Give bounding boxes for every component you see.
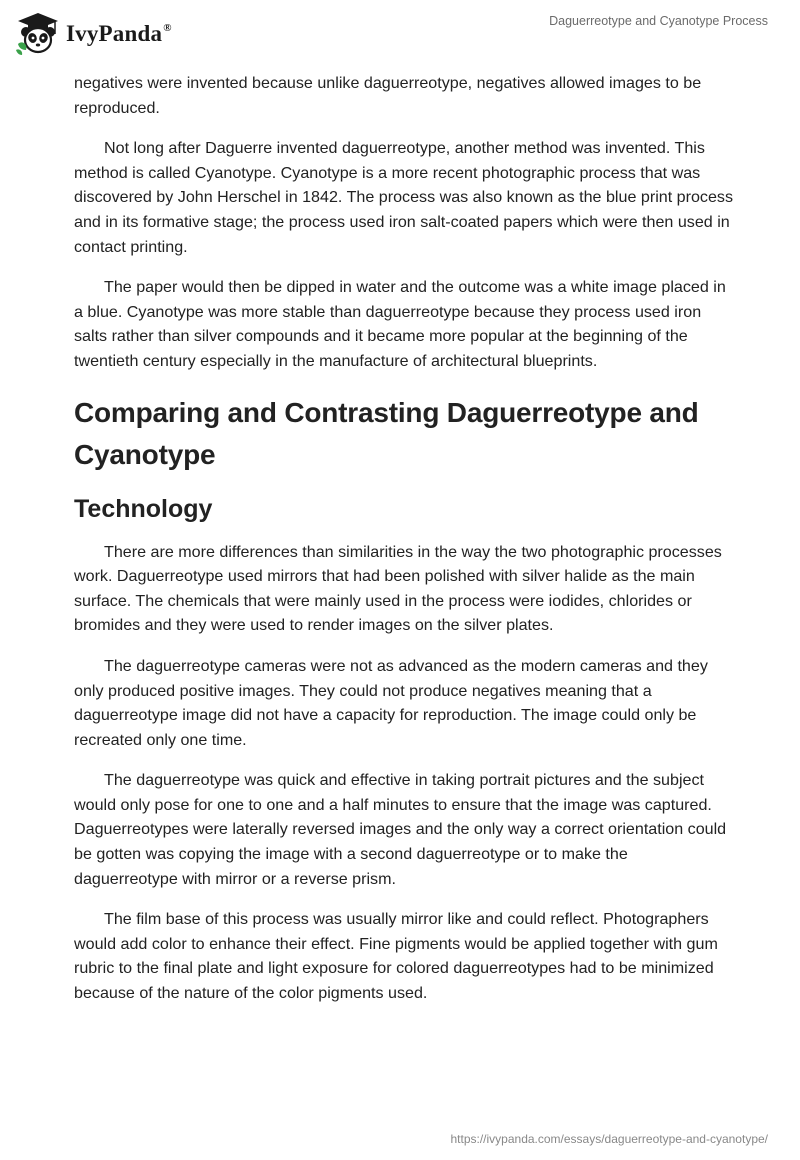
paragraph-portraits: The daguerreotype was quick and effective in taking portrait pictures and the subject would only pose for one to one and a half minutes to ensure that the image was captured. Daguerreotypes were laterally reversed images and the only way a correct orientation could be gotten was copying the image with a second daguerreotype or to make the daguerreotype with mirror or a reverse prism. bbox=[74, 771, 727, 888]
section-heading-comparing: Comparing and Contrasting Daguerreotype and Cyanotype bbox=[74, 396, 699, 470]
paragraph-cyanotype-stability: The paper would then be dipped in water and the outcome was a white image placed in a blue. Cyanotype was more stable than daguerreotype because they process used iron salts rather than silver compounds and it became more popular at the beginning of the twentieth century especially in the manufacture of architectural blueprints. bbox=[74, 278, 726, 370]
subsection-heading-technology: Technology bbox=[74, 494, 213, 523]
ivypanda-logo[interactable] bbox=[14, 10, 172, 58]
source-url[interactable]: https://ivypanda.com/essays/daguerreotype-and-cyanotype/ bbox=[450, 1132, 768, 1146]
paragraph-cyanotype-intro: Not long after Daguerre invented daguerreotype, another method was invented. This method is called Cyanotype. Cyanotype is a more recent photographic process that was discovered by John Herschel in 1842. The process was also known as the blue print process and in its formative stage; the process used iron salt-coated papers which were then used in contact printing. bbox=[74, 139, 734, 256]
document-title: Daguerreotype and Cyanotype Process bbox=[549, 14, 768, 28]
page-header bbox=[0, 0, 800, 70]
paragraph-differences: There are more differences than similarities in the way the two photographic processes work. Daguerreotype used mirrors that had been polished with silver halide as the main surface. The chemicals that were mainly used in the process were iodides, chlorides or bromides and they were used to render images on the silver plates. bbox=[74, 542, 722, 635]
essay-content bbox=[74, 71, 734, 1022]
paragraph-continued: negatives were invented because unlike daguerreotype, negatives allowed images to be reproduced. bbox=[74, 74, 702, 117]
brand-name: IvyPanda® bbox=[66, 21, 172, 46]
panda-graduate-icon bbox=[14, 10, 62, 58]
registered-mark: ® bbox=[163, 22, 172, 34]
paragraph-film-base: The film base of this process was usually mirror like and could reflect. Photographers would add color to enhance their effect. Fine pigments would be applied together with gum rubric to the final plate and light exposure for colored daguerreotypes had to be minimized because of the nature of the color pigments used. bbox=[74, 910, 718, 1003]
paragraph-cameras: The daguerreotype cameras were not as advanced as the modern cameras and they only produced positive images. They could not produce negatives meaning that a daguerreotype image did not have a capacity for reproduction. The image could only be recreated only one time. bbox=[74, 656, 708, 749]
